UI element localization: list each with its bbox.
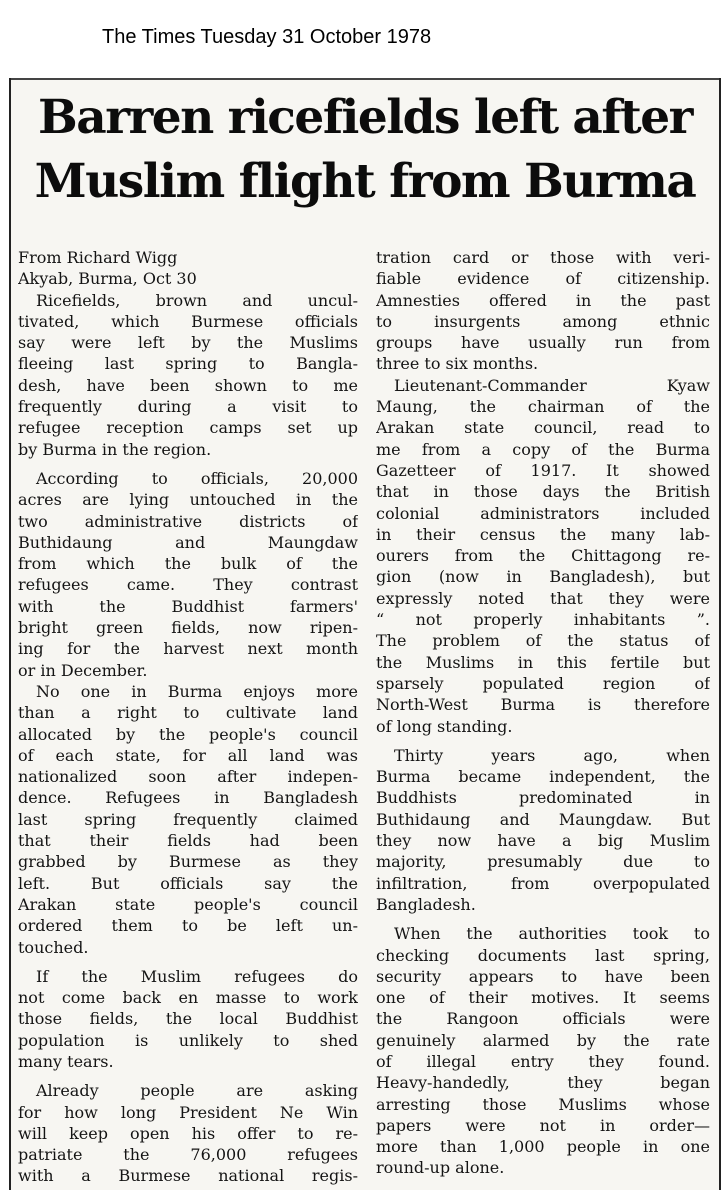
text-line: population is unlikely to shed — [18, 1030, 358, 1050]
byline: From Richard Wigg — [18, 248, 178, 267]
text-line: Heavy-handedly, they began — [376, 1073, 710, 1093]
text-line: tration card or those with veri- — [376, 248, 710, 267]
text-line: papers were not in order— — [376, 1115, 710, 1135]
text-line: will keep open his offer to re- — [18, 1123, 358, 1143]
text-line: with a Burmese national regis- — [18, 1166, 358, 1186]
text-line: Arakan state council, read to — [376, 418, 710, 438]
text-line: Gazetteer of 1917. It showed — [376, 460, 710, 480]
text-line: allocated by the people's council — [18, 724, 358, 744]
paragraph-gap — [18, 958, 358, 966]
text-line: When the authorities took to — [394, 924, 710, 944]
text-line: of long standing. — [376, 716, 513, 736]
text-line: the Muslims in this fertile but — [376, 652, 710, 672]
text-line: or in December. — [18, 660, 148, 680]
text-line: refugee reception camps set up — [18, 418, 358, 438]
text-line: two administrative districts of — [18, 511, 358, 531]
text-line: acres are lying untouched in the — [18, 490, 358, 510]
article-column-left — [18, 247, 358, 1187]
article-column-right — [376, 247, 710, 1179]
paragraph-gap — [18, 1072, 358, 1080]
text-line: patriate the 76,000 refugees — [18, 1145, 358, 1165]
text-line: arresting those Muslims whose — [376, 1094, 710, 1114]
text-line: say were left by the Muslims — [18, 333, 358, 353]
clipping-left-rule — [9, 78, 11, 1190]
text-line: ourers from the Chittagong re- — [376, 546, 710, 566]
text-line: Buthidaung and Maungdaw — [18, 532, 358, 552]
text-line: those fields, the local Buddhist — [18, 1009, 358, 1029]
text-line: genuinely alarmed by the rate — [376, 1030, 710, 1050]
text-line: from which the bulk of the — [18, 554, 358, 574]
text-line: they now have a big Muslim — [376, 831, 710, 851]
text-line: more than 1,000 people in one — [376, 1137, 710, 1157]
text-line: Burma became independent, the — [376, 767, 710, 787]
text-line: expressly noted that they were — [376, 588, 710, 608]
paragraph-gap — [376, 737, 710, 745]
text-line: Lieutenant-Commander Kyaw — [394, 375, 710, 395]
text-line: that in those days the British — [376, 482, 710, 502]
clipping-top-rule — [9, 78, 721, 80]
text-line: ing for the harvest next month — [18, 639, 358, 659]
text-line: infiltration, from overpopulated — [376, 873, 710, 893]
text-line: Already people are asking — [36, 1081, 358, 1101]
headline-line-2: Muslim flight from Burma — [34, 154, 696, 209]
text-line: by Burma in the region. — [18, 439, 212, 459]
text-line: desh, have been shown to me — [18, 375, 358, 395]
text-line: According to officials, 20,000 — [36, 468, 358, 488]
text-line: groups have usually run from — [376, 333, 710, 353]
text-line: to insurgents among ethnic — [376, 311, 710, 331]
text-line: the Rangoon officials were — [376, 1009, 710, 1029]
text-line: frequently during a visit to — [18, 397, 358, 417]
text-line: touched. — [18, 937, 89, 957]
text-line: “ not properly inhabitants ”. — [376, 610, 710, 630]
text-line: sparsely populated region of — [376, 673, 710, 693]
text-line: Amnesties offered in the past — [376, 290, 710, 310]
paragraph-gap — [376, 915, 710, 923]
dateline: Akyab, Burma, Oct 30 — [18, 269, 197, 289]
text-line: The problem of the status of — [376, 631, 710, 651]
text-line: grabbed by Burmese as they — [18, 852, 358, 872]
text-line: round-up alone. — [376, 1158, 505, 1178]
text-line: last spring frequently claimed — [18, 809, 358, 829]
text-line: three to six months. — [376, 354, 539, 374]
text-line: Ricefields, brown and uncul- — [36, 290, 358, 310]
text-line: fleeing last spring to Bangla- — [18, 354, 358, 374]
text-line: ordered them to be left un- — [18, 916, 358, 936]
text-line: Maung, the chairman of the — [376, 397, 710, 417]
text-line: Buddhists predominated in — [376, 788, 710, 808]
text-line: checking documents last spring, — [376, 945, 710, 965]
text-line: fiable evidence of citizenship. — [376, 269, 710, 289]
text-line: If the Muslim refugees do — [36, 966, 358, 986]
text-line: one of their motives. It seems — [376, 988, 710, 1008]
text-line: with the Buddhist farmers' — [18, 596, 358, 616]
text-line: Arakan state people's council — [18, 894, 358, 914]
text-line: of illegal entry they found. — [376, 1051, 710, 1071]
text-line: than a right to cultivate land — [18, 703, 358, 723]
text-line: in their census the many lab- — [376, 524, 710, 544]
text-line: that their fields had been — [18, 831, 358, 851]
clipping-right-rule — [719, 78, 721, 1190]
text-line: No one in Burma enjoys more — [36, 681, 358, 701]
text-line: not come back en masse to work — [18, 988, 358, 1008]
article-headline — [16, 86, 714, 214]
text-line: refugees came. They contrast — [18, 575, 358, 595]
text-line: bright green fields, now ripen- — [18, 618, 358, 638]
page-caption: The Times Tuesday 31 October 1978 — [102, 26, 432, 48]
text-line: colonial administrators included — [376, 503, 710, 523]
paragraph-gap — [18, 460, 358, 468]
text-line: majority, presumably due to — [376, 852, 710, 872]
text-line: gion (now in Bangladesh), but — [376, 567, 710, 587]
text-line: me from a copy of the Burma — [376, 439, 710, 459]
text-line: dence. Refugees in Bangladesh — [18, 788, 358, 808]
text-line: North-West Burma is therefore — [376, 695, 710, 715]
text-line: nationalized soon after indepen- — [18, 767, 358, 787]
text-line: Bangladesh. — [376, 894, 476, 914]
text-line: tivated, which Burmese officials — [18, 311, 358, 331]
headline-line-1: Barren ricefields left after — [38, 90, 692, 145]
text-line: left. But officials say the — [18, 873, 358, 893]
text-line: security appears to have been — [376, 966, 710, 986]
text-line: for how long President Ne Win — [18, 1102, 358, 1122]
text-line: Buthidaung and Maungdaw. But — [376, 809, 710, 829]
text-line: of each state, for all land was — [18, 745, 358, 765]
text-line: many tears. — [18, 1051, 114, 1071]
text-line: Thirty years ago, when — [394, 745, 710, 765]
